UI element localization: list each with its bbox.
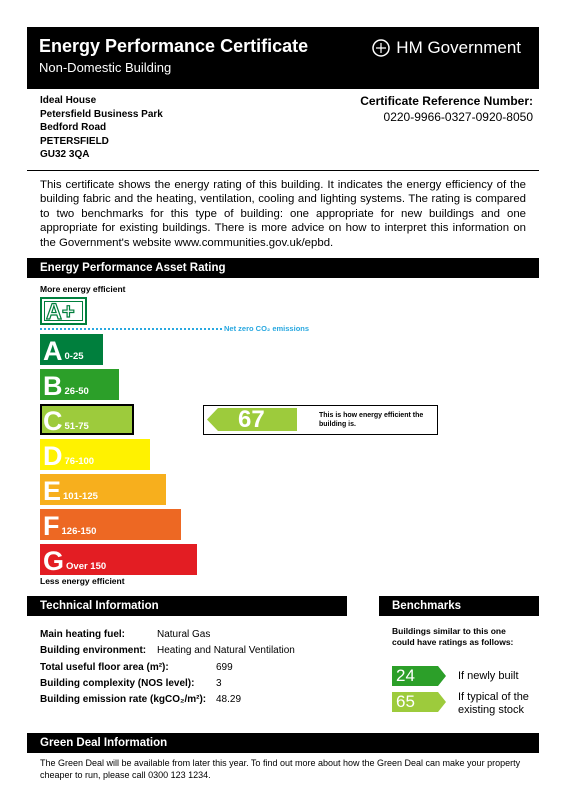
address-line: Petersfield Business Park: [40, 108, 163, 120]
green-deal-heading: Green Deal Information: [27, 733, 539, 753]
technical-value: 3: [216, 677, 222, 689]
header-banner: [27, 27, 539, 89]
certificate-reference: [360, 94, 533, 124]
band-range: 101-125: [63, 491, 98, 502]
band-letter: F: [43, 511, 60, 541]
current-rating-indicator: [203, 405, 438, 435]
technical-row: [40, 643, 295, 659]
address-line: Ideal House: [40, 95, 97, 106]
band-e: [40, 474, 166, 505]
band-range: 76-100: [64, 456, 95, 467]
crest-icon: [370, 38, 392, 58]
certificate-reference-label: Certificate Reference Number:: [360, 94, 533, 108]
technical-heading: Technical Information: [27, 596, 347, 616]
benchmark-existing-label: If typical of the existing stock: [458, 691, 529, 716]
benchmark-existing-value: 65: [396, 692, 415, 711]
band-b: [40, 369, 119, 400]
band-range: Over 150: [66, 561, 107, 572]
benchmarks-heading: Benchmarks: [379, 596, 539, 616]
band-g: [40, 544, 197, 575]
technical-info: [40, 627, 295, 708]
green-deal-text: The Green Deal will be available from later this year. To find out more about how the Green Deal can make your property cheaper to run, please call 0300 123 1234.: [40, 758, 521, 780]
technical-label: Building emission rate (kgCO₂/m²):: [40, 694, 207, 706]
net-zero-line: [40, 328, 222, 330]
technical-label: Building environment:: [40, 645, 147, 657]
band-range: 51-75: [64, 421, 89, 432]
aplus-band: [40, 297, 87, 325]
band-letter: A: [43, 336, 63, 366]
technical-row: [40, 627, 295, 643]
band-letter: E: [43, 476, 62, 506]
current-rating-value: 67: [238, 406, 265, 433]
band-range: 26-50: [64, 386, 89, 397]
government-name: HM Government: [396, 38, 521, 57]
technical-row: [40, 676, 295, 692]
rating-section-heading: Energy Performance Asset Rating: [27, 258, 539, 278]
address-line: Bedford Road: [40, 122, 107, 133]
benchmark-new-value: 24: [396, 666, 415, 685]
less-efficient-label: Less energy efficient: [40, 576, 125, 586]
current-rating-note: This is how energy efficient the building is.: [319, 412, 424, 428]
intro-text: This certificate shows the energy rating of this building. It indicates the energy efficiency of the building fabric and the heating, ventilation, cooling and lighting systems. The rating is compared to two benchmarks for this type of building: one appropriate for new buildings and one appropriate for existing buildings. There is more advice on how to interpret this information on the Government's website www.communities.gov.uk/epbd.: [40, 179, 526, 249]
page-title: Energy Performance Certificate: [39, 36, 309, 56]
band-c: [40, 404, 134, 435]
benchmarks-intro: Buildings similar to this one could have ratings as follows:: [392, 626, 514, 647]
band-range: 0-25: [64, 351, 84, 362]
technical-row: [40, 660, 295, 676]
address-line: GU32 3QA: [40, 149, 90, 160]
band-range: 126-150: [61, 526, 97, 537]
technical-value: Natural Gas: [157, 629, 211, 640]
technical-value: Heating and Natural Ventilation: [157, 645, 295, 657]
band-letter: D: [43, 441, 63, 471]
page-subtitle: Non-Domestic Building: [39, 60, 172, 75]
government-logo: [370, 38, 521, 58]
more-efficient-label: More energy efficient: [40, 284, 126, 294]
band-letter: C: [43, 406, 63, 436]
benchmark-new-label: If newly built: [458, 670, 519, 682]
band-a: [40, 334, 103, 365]
band-letter: G: [43, 546, 65, 576]
building-address: [40, 94, 163, 162]
technical-value: 699: [216, 661, 233, 673]
certificate-reference-number: 0220-9966-0327-0920-8050: [383, 110, 533, 124]
technical-label: Building complexity (NOS level):: [40, 677, 195, 689]
divider: [27, 170, 539, 171]
band-letter: B: [43, 371, 63, 401]
band-d: [40, 439, 150, 470]
band-f: [40, 509, 181, 540]
technical-value: 48.29: [216, 694, 242, 706]
address-line: PETERSFIELD: [40, 135, 109, 147]
technical-row: [40, 692, 295, 708]
net-zero-label: Net zero CO₂ emissions: [224, 324, 310, 333]
technical-label: Total useful floor area (m²):: [40, 661, 169, 673]
aplus-label: A+: [46, 299, 75, 324]
technical-label: Main heating fuel:: [40, 629, 125, 640]
